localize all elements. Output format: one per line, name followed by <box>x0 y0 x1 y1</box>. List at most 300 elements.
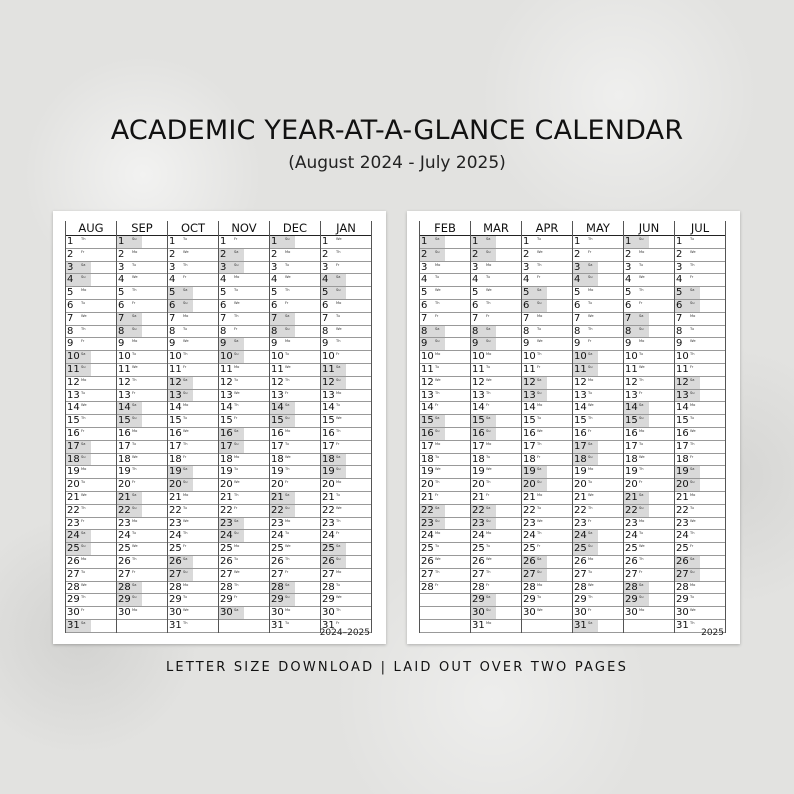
day-cell[interactable] <box>522 569 572 582</box>
day-cell[interactable] <box>66 505 116 518</box>
day-cell[interactable] <box>522 505 572 518</box>
day-cell[interactable] <box>573 300 623 313</box>
day-cell[interactable] <box>675 402 725 415</box>
day-cell[interactable] <box>66 351 116 364</box>
day-cell[interactable] <box>168 556 218 569</box>
day-cell[interactable] <box>219 428 269 441</box>
day-cell[interactable] <box>675 543 725 556</box>
day-cell[interactable] <box>675 607 725 620</box>
day-cell[interactable] <box>573 262 623 275</box>
day-cell[interactable] <box>270 530 320 543</box>
day-cell[interactable] <box>270 402 320 415</box>
day-cell[interactable] <box>270 287 320 300</box>
day-cell[interactable] <box>471 338 521 351</box>
day-cell[interactable] <box>219 582 269 595</box>
day-cell[interactable] <box>675 441 725 454</box>
day-cell[interactable] <box>117 466 167 479</box>
day-cell[interactable] <box>624 287 674 300</box>
day-cell[interactable] <box>66 594 116 607</box>
day-cell[interactable] <box>573 338 623 351</box>
day-cell[interactable] <box>522 582 572 595</box>
day-cell[interactable] <box>321 287 371 300</box>
day-cell[interactable] <box>420 518 470 531</box>
day-cell[interactable] <box>471 313 521 326</box>
day-cell[interactable] <box>270 274 320 287</box>
day-cell[interactable] <box>471 249 521 262</box>
day-cell[interactable] <box>624 351 674 364</box>
day-cell[interactable] <box>321 518 371 531</box>
day-cell[interactable] <box>66 390 116 403</box>
day-cell[interactable] <box>270 338 320 351</box>
day-cell[interactable] <box>624 492 674 505</box>
day-cell[interactable] <box>270 620 320 633</box>
day-cell[interactable] <box>270 492 320 505</box>
day-cell[interactable] <box>270 377 320 390</box>
day-cell[interactable] <box>219 556 269 569</box>
day-cell[interactable] <box>624 505 674 518</box>
day-cell[interactable] <box>66 262 116 275</box>
day-cell[interactable] <box>219 249 269 262</box>
day-cell[interactable] <box>219 594 269 607</box>
day-cell[interactable] <box>624 377 674 390</box>
day-cell[interactable] <box>270 326 320 339</box>
day-cell[interactable] <box>168 364 218 377</box>
day-cell[interactable] <box>471 326 521 339</box>
day-cell[interactable] <box>522 287 572 300</box>
day-cell[interactable] <box>522 466 572 479</box>
day-cell[interactable] <box>117 607 167 620</box>
day-cell[interactable] <box>573 543 623 556</box>
day-cell[interactable] <box>573 594 623 607</box>
day-cell[interactable] <box>624 441 674 454</box>
day-cell[interactable] <box>168 338 218 351</box>
day-cell[interactable] <box>270 415 320 428</box>
day-cell[interactable] <box>624 454 674 467</box>
day-cell[interactable] <box>675 274 725 287</box>
day-cell[interactable] <box>471 377 521 390</box>
day-cell[interactable] <box>168 428 218 441</box>
day-cell[interactable] <box>117 569 167 582</box>
day-cell[interactable] <box>66 300 116 313</box>
day-cell[interactable] <box>168 530 218 543</box>
day-cell[interactable] <box>522 274 572 287</box>
day-cell[interactable] <box>573 274 623 287</box>
day-cell[interactable] <box>675 300 725 313</box>
day-cell[interactable] <box>420 556 470 569</box>
day-cell[interactable] <box>66 492 116 505</box>
day-cell[interactable] <box>117 390 167 403</box>
day-cell[interactable] <box>573 569 623 582</box>
day-cell[interactable] <box>117 236 167 249</box>
day-cell[interactable] <box>522 518 572 531</box>
day-cell[interactable] <box>573 582 623 595</box>
day-cell[interactable] <box>219 326 269 339</box>
day-cell[interactable] <box>321 466 371 479</box>
day-cell[interactable] <box>270 594 320 607</box>
day-cell[interactable] <box>420 364 470 377</box>
day-cell[interactable] <box>471 428 521 441</box>
day-cell[interactable] <box>117 556 167 569</box>
day-cell[interactable] <box>270 569 320 582</box>
day-cell[interactable] <box>624 338 674 351</box>
day-cell[interactable] <box>117 441 167 454</box>
day-cell[interactable] <box>471 620 521 633</box>
day-cell[interactable] <box>270 313 320 326</box>
day-cell[interactable] <box>168 441 218 454</box>
day-cell[interactable] <box>675 415 725 428</box>
day-cell[interactable] <box>321 492 371 505</box>
day-cell[interactable] <box>624 415 674 428</box>
day-cell[interactable] <box>321 607 371 620</box>
day-cell[interactable] <box>321 556 371 569</box>
day-cell[interactable] <box>420 466 470 479</box>
day-cell[interactable] <box>66 543 116 556</box>
day-cell[interactable] <box>471 518 521 531</box>
day-cell[interactable] <box>522 543 572 556</box>
day-cell[interactable] <box>624 607 674 620</box>
day-cell[interactable] <box>168 479 218 492</box>
day-cell[interactable] <box>321 364 371 377</box>
day-cell[interactable] <box>117 326 167 339</box>
day-cell[interactable] <box>219 300 269 313</box>
day-cell[interactable] <box>522 594 572 607</box>
day-cell[interactable] <box>219 274 269 287</box>
day-cell[interactable] <box>471 402 521 415</box>
day-cell[interactable] <box>675 556 725 569</box>
day-cell[interactable] <box>675 454 725 467</box>
day-cell[interactable] <box>675 479 725 492</box>
day-cell[interactable] <box>219 607 269 620</box>
day-cell[interactable] <box>522 377 572 390</box>
day-cell[interactable] <box>66 582 116 595</box>
day-cell[interactable] <box>420 454 470 467</box>
day-cell[interactable] <box>117 454 167 467</box>
day-cell[interactable] <box>219 415 269 428</box>
day-cell[interactable] <box>168 390 218 403</box>
day-cell[interactable] <box>471 415 521 428</box>
day-cell[interactable] <box>573 377 623 390</box>
day-cell[interactable] <box>168 569 218 582</box>
day-cell[interactable] <box>321 377 371 390</box>
day-cell[interactable] <box>675 518 725 531</box>
day-cell[interactable] <box>420 313 470 326</box>
day-cell[interactable] <box>624 262 674 275</box>
day-cell[interactable] <box>675 249 725 262</box>
day-cell[interactable] <box>219 466 269 479</box>
day-cell[interactable] <box>471 300 521 313</box>
day-cell[interactable] <box>270 505 320 518</box>
day-cell[interactable] <box>219 262 269 275</box>
day-cell[interactable] <box>573 479 623 492</box>
day-cell[interactable] <box>66 377 116 390</box>
day-cell[interactable] <box>420 287 470 300</box>
day-cell[interactable] <box>573 556 623 569</box>
day-cell[interactable] <box>624 326 674 339</box>
day-cell[interactable] <box>117 505 167 518</box>
day-cell[interactable] <box>624 364 674 377</box>
day-cell[interactable] <box>66 607 116 620</box>
day-cell[interactable] <box>321 262 371 275</box>
day-cell[interactable] <box>117 249 167 262</box>
day-cell[interactable] <box>168 326 218 339</box>
day-cell[interactable] <box>624 274 674 287</box>
day-cell[interactable] <box>471 390 521 403</box>
day-cell[interactable] <box>168 287 218 300</box>
day-cell[interactable] <box>471 236 521 249</box>
day-cell[interactable] <box>270 556 320 569</box>
day-cell[interactable] <box>321 338 371 351</box>
day-cell[interactable] <box>624 530 674 543</box>
day-cell[interactable] <box>420 274 470 287</box>
day-cell[interactable] <box>219 287 269 300</box>
day-cell[interactable] <box>522 300 572 313</box>
day-cell[interactable] <box>321 543 371 556</box>
day-cell[interactable] <box>66 518 116 531</box>
day-cell[interactable] <box>420 569 470 582</box>
day-cell[interactable] <box>321 569 371 582</box>
day-cell[interactable] <box>219 454 269 467</box>
day-cell[interactable] <box>471 262 521 275</box>
day-cell[interactable] <box>270 607 320 620</box>
day-cell[interactable] <box>321 249 371 262</box>
day-cell[interactable] <box>117 530 167 543</box>
day-cell[interactable] <box>168 492 218 505</box>
day-cell[interactable] <box>573 518 623 531</box>
day-cell[interactable] <box>117 415 167 428</box>
day-cell[interactable] <box>675 262 725 275</box>
day-cell[interactable] <box>420 326 470 339</box>
day-cell[interactable] <box>624 390 674 403</box>
day-cell[interactable] <box>66 454 116 467</box>
day-cell[interactable] <box>573 607 623 620</box>
day-cell[interactable] <box>321 505 371 518</box>
day-cell[interactable] <box>471 505 521 518</box>
day-cell[interactable] <box>675 338 725 351</box>
day-cell[interactable] <box>270 582 320 595</box>
day-cell[interactable] <box>573 236 623 249</box>
day-cell[interactable] <box>573 620 623 633</box>
day-cell[interactable] <box>471 441 521 454</box>
day-cell[interactable] <box>675 594 725 607</box>
day-cell[interactable] <box>66 313 116 326</box>
day-cell[interactable] <box>471 492 521 505</box>
day-cell[interactable] <box>321 351 371 364</box>
day-cell[interactable] <box>168 351 218 364</box>
day-cell[interactable] <box>270 300 320 313</box>
day-cell[interactable] <box>573 492 623 505</box>
day-cell[interactable] <box>321 479 371 492</box>
day-cell[interactable] <box>420 441 470 454</box>
day-cell[interactable] <box>66 466 116 479</box>
day-cell[interactable] <box>420 402 470 415</box>
day-cell[interactable] <box>66 415 116 428</box>
day-cell[interactable] <box>66 569 116 582</box>
day-cell[interactable] <box>66 530 116 543</box>
day-cell[interactable] <box>168 505 218 518</box>
day-cell[interactable] <box>117 313 167 326</box>
day-cell[interactable] <box>219 569 269 582</box>
day-cell[interactable] <box>471 569 521 582</box>
day-cell[interactable] <box>270 364 320 377</box>
day-cell[interactable] <box>321 274 371 287</box>
day-cell[interactable] <box>624 313 674 326</box>
day-cell[interactable] <box>420 492 470 505</box>
day-cell[interactable] <box>624 594 674 607</box>
day-cell[interactable] <box>66 326 116 339</box>
day-cell[interactable] <box>66 428 116 441</box>
day-cell[interactable] <box>168 454 218 467</box>
day-cell[interactable] <box>117 518 167 531</box>
day-cell[interactable] <box>522 492 572 505</box>
day-cell[interactable] <box>522 428 572 441</box>
day-cell[interactable] <box>522 313 572 326</box>
day-cell[interactable] <box>168 543 218 556</box>
day-cell[interactable] <box>168 466 218 479</box>
day-cell[interactable] <box>219 313 269 326</box>
day-cell[interactable] <box>321 530 371 543</box>
day-cell[interactable] <box>270 479 320 492</box>
day-cell[interactable] <box>624 582 674 595</box>
day-cell[interactable] <box>66 364 116 377</box>
day-cell[interactable] <box>420 530 470 543</box>
day-cell[interactable] <box>573 530 623 543</box>
day-cell[interactable] <box>675 326 725 339</box>
day-cell[interactable] <box>168 300 218 313</box>
day-cell[interactable] <box>573 326 623 339</box>
day-cell[interactable] <box>168 607 218 620</box>
day-cell[interactable] <box>270 249 320 262</box>
day-cell[interactable] <box>168 249 218 262</box>
day-cell[interactable] <box>168 262 218 275</box>
day-cell[interactable] <box>420 582 470 595</box>
day-cell[interactable] <box>522 415 572 428</box>
day-cell[interactable] <box>522 479 572 492</box>
day-cell[interactable] <box>117 262 167 275</box>
day-cell[interactable] <box>471 543 521 556</box>
day-cell[interactable] <box>624 479 674 492</box>
day-cell[interactable] <box>270 454 320 467</box>
day-cell[interactable] <box>675 236 725 249</box>
day-cell[interactable] <box>624 300 674 313</box>
day-cell[interactable] <box>66 274 116 287</box>
day-cell[interactable] <box>117 402 167 415</box>
day-cell[interactable] <box>471 364 521 377</box>
day-cell[interactable] <box>675 492 725 505</box>
day-cell[interactable] <box>624 518 674 531</box>
day-cell[interactable] <box>522 441 572 454</box>
day-cell[interactable] <box>219 351 269 364</box>
day-cell[interactable] <box>573 454 623 467</box>
day-cell[interactable] <box>219 402 269 415</box>
day-cell[interactable] <box>66 620 116 633</box>
day-cell[interactable] <box>117 287 167 300</box>
day-cell[interactable] <box>321 415 371 428</box>
day-cell[interactable] <box>219 505 269 518</box>
day-cell[interactable] <box>522 249 572 262</box>
day-cell[interactable] <box>675 505 725 518</box>
day-cell[interactable] <box>522 454 572 467</box>
day-cell[interactable] <box>117 492 167 505</box>
day-cell[interactable] <box>420 415 470 428</box>
day-cell[interactable] <box>675 364 725 377</box>
day-cell[interactable] <box>420 249 470 262</box>
day-cell[interactable] <box>522 262 572 275</box>
day-cell[interactable] <box>522 607 572 620</box>
day-cell[interactable] <box>219 377 269 390</box>
day-cell[interactable] <box>522 364 572 377</box>
day-cell[interactable] <box>219 338 269 351</box>
day-cell[interactable] <box>675 287 725 300</box>
day-cell[interactable] <box>219 441 269 454</box>
day-cell[interactable] <box>675 351 725 364</box>
day-cell[interactable] <box>471 607 521 620</box>
day-cell[interactable] <box>270 351 320 364</box>
day-cell[interactable] <box>471 594 521 607</box>
day-cell[interactable] <box>573 441 623 454</box>
day-cell[interactable] <box>573 390 623 403</box>
day-cell[interactable] <box>675 377 725 390</box>
day-cell[interactable] <box>522 351 572 364</box>
day-cell[interactable] <box>219 390 269 403</box>
day-cell[interactable] <box>168 594 218 607</box>
day-cell[interactable] <box>522 402 572 415</box>
day-cell[interactable] <box>624 249 674 262</box>
day-cell[interactable] <box>471 287 521 300</box>
day-cell[interactable] <box>573 428 623 441</box>
day-cell[interactable] <box>624 428 674 441</box>
day-cell[interactable] <box>573 351 623 364</box>
day-cell[interactable] <box>675 466 725 479</box>
day-cell[interactable] <box>66 287 116 300</box>
day-cell[interactable] <box>66 441 116 454</box>
day-cell[interactable] <box>270 441 320 454</box>
day-cell[interactable] <box>624 466 674 479</box>
day-cell[interactable] <box>270 543 320 556</box>
day-cell[interactable] <box>117 274 167 287</box>
day-cell[interactable] <box>471 556 521 569</box>
day-cell[interactable] <box>471 274 521 287</box>
day-cell[interactable] <box>168 518 218 531</box>
day-cell[interactable] <box>675 313 725 326</box>
day-cell[interactable] <box>66 479 116 492</box>
day-cell[interactable] <box>219 479 269 492</box>
day-cell[interactable] <box>219 543 269 556</box>
day-cell[interactable] <box>420 300 470 313</box>
day-cell[interactable] <box>573 402 623 415</box>
day-cell[interactable] <box>420 338 470 351</box>
day-cell[interactable] <box>573 287 623 300</box>
day-cell[interactable] <box>117 594 167 607</box>
day-cell[interactable] <box>270 262 320 275</box>
day-cell[interactable] <box>321 594 371 607</box>
day-cell[interactable] <box>219 364 269 377</box>
day-cell[interactable] <box>624 402 674 415</box>
day-cell[interactable] <box>420 428 470 441</box>
day-cell[interactable] <box>168 313 218 326</box>
day-cell[interactable] <box>624 556 674 569</box>
day-cell[interactable] <box>573 364 623 377</box>
day-cell[interactable] <box>270 390 320 403</box>
day-cell[interactable] <box>117 338 167 351</box>
day-cell[interactable] <box>573 466 623 479</box>
day-cell[interactable] <box>573 505 623 518</box>
day-cell[interactable] <box>321 390 371 403</box>
day-cell[interactable] <box>420 390 470 403</box>
day-cell[interactable] <box>624 569 674 582</box>
day-cell[interactable] <box>522 236 572 249</box>
day-cell[interactable] <box>573 313 623 326</box>
day-cell[interactable] <box>270 466 320 479</box>
